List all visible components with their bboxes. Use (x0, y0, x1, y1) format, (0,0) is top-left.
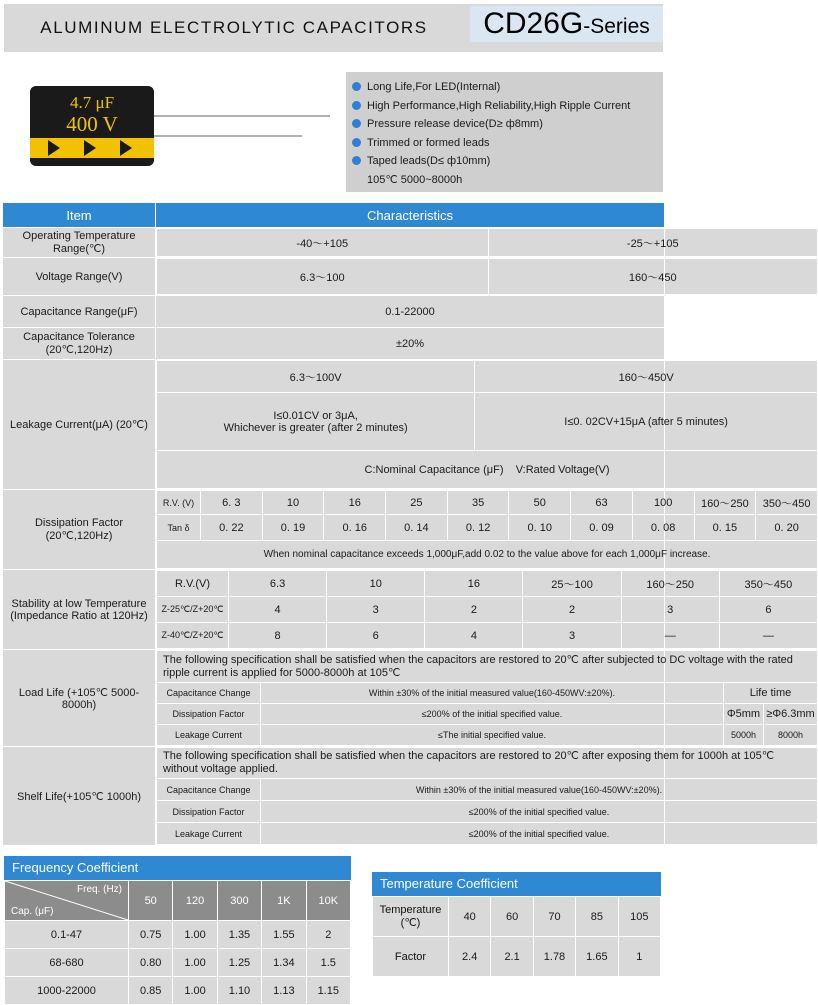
freq-cell: 1.00 (173, 921, 217, 949)
ll-row-name: Leakage Current (157, 725, 261, 746)
row-label-shelf-life: Shelf Life(+105℃ 1000h) (3, 747, 156, 846)
sl-row-value: ≤200% of the initial specified value. (261, 823, 818, 845)
load-life-note: The following specification shall be satisfied when the capacitors are restored to 20℃ after subjected to DC voltage with the rated ripple current is applied for 5000-8000h at 105℃ (157, 651, 818, 683)
df-tan-label: Tan δ (157, 515, 201, 541)
df-rv-label: R.V. (V) (157, 491, 201, 515)
st-r2: — (621, 623, 719, 649)
st-r2-label: Z-40℃/Z+20℃ (157, 623, 229, 649)
sl-row-value: ≤200% of the initial specified value. (261, 801, 818, 823)
feature-item: Trimmed or formed leads (352, 134, 663, 153)
freq-cell: 1.5 (306, 949, 350, 977)
st-rv: 350～450 (719, 571, 817, 597)
spec-table (2, 202, 815, 846)
ll-life-time: Life time (724, 683, 818, 704)
row-label-op-temp: Operating Temperature Range(℃) (3, 228, 156, 258)
df-tan: 0. 19 (262, 515, 324, 541)
col-header-characteristics: Characteristics (156, 203, 665, 228)
row-label-cap-range: Capacitance Range(μF) (3, 296, 156, 328)
tolerance-value: ±20% (156, 328, 665, 360)
ll-h2: 8000h (764, 725, 818, 746)
page-title: ALUMINUM ELECTROLYTIC CAPACITORS (40, 18, 428, 37)
op-temp-v2: -25～+105 (488, 229, 818, 257)
temp-cell: 60 (491, 897, 533, 937)
freq-row-cap: 1000-22000 (5, 977, 129, 1005)
freq-title: Frequency Coefficient (4, 856, 351, 880)
capacitor-image (20, 80, 340, 170)
df-rv: 50 (509, 491, 571, 515)
factor-cell: 1.65 (576, 937, 618, 977)
row-label-tolerance: Capacitance Tolerance (20℃,120Hz) (3, 328, 156, 360)
df-tan: 0. 09 (571, 515, 633, 541)
series-badge (470, 6, 663, 42)
freq-cell: 0.85 (129, 977, 173, 1005)
st-r1: 2 (425, 597, 523, 623)
temp-row-label: Temperature (℃) (373, 897, 449, 937)
frequency-coefficient (4, 856, 351, 1005)
temperature-coefficient (372, 872, 661, 977)
sl-row-name: Capacitance Change (157, 779, 261, 801)
sl-row-value: Within ±30% of the initial measured value(160-450WV:±20%). (261, 779, 818, 801)
freq-header: 50 (129, 881, 173, 921)
df-tan: 0. 22 (201, 515, 263, 541)
st-r1: 4 (229, 597, 327, 623)
df-rv: 160～250 (694, 491, 756, 515)
freq-cell: 1.55 (262, 921, 306, 949)
st-r2: 6 (327, 623, 425, 649)
st-rv: 25～100 (523, 571, 621, 597)
st-rv: 10 (327, 571, 425, 597)
feature-item-extra: 105℃ 5000~8000h (367, 173, 463, 186)
freq-cell: 1.35 (217, 921, 261, 949)
st-r2: 8 (229, 623, 327, 649)
leakage-formula-2: I≤0. 02CV+15μA (after 5 minutes) (475, 393, 818, 451)
leakage-formula-1: I≤0.01CV or 3μA, Whichever is greater (after 2 minutes) (157, 393, 475, 451)
temp-cell: 105 (618, 897, 660, 937)
freq-header: 10K (306, 881, 350, 921)
st-rv-label: R.V.(V) (157, 571, 229, 597)
df-rv: 6. 3 (201, 491, 263, 515)
factor-cell: 2.4 (449, 937, 491, 977)
bullet-icon (352, 138, 361, 147)
ll-row-value: Within ±30% of the initial measured value(160-450WV:±20%). (261, 683, 724, 704)
row-label-leakage: Leakage Current(μA) (20℃) (3, 360, 156, 490)
voltage-v2: 160～450 (488, 259, 818, 295)
st-r1: 3 (327, 597, 425, 623)
voltage-v1: 6.3～100 (157, 259, 489, 295)
ll-row-value: ≤200% of the initial specified value. (261, 704, 724, 725)
factor-cell: 2.1 (491, 937, 533, 977)
cap-label-capacitance: 4.7 μF (69, 93, 115, 112)
freq-row-cap: 68-680 (5, 949, 129, 977)
df-note: When nominal capacitance exceeds 1,000μF,add 0.02 to the value above for each 1,000μF increase. (157, 541, 818, 569)
col-header-item: Item (3, 203, 156, 228)
st-r1-label: Z-25℃/Z+20℃ (157, 597, 229, 623)
st-rv: 16 (425, 571, 523, 597)
feature-item: Pressure release device(D≥ ф8mm) (352, 115, 663, 134)
df-tan: 0. 10 (509, 515, 571, 541)
series-suffix: -Series (583, 15, 650, 38)
df-tan: 0. 14 (386, 515, 448, 541)
freq-cell: 1.00 (173, 977, 217, 1005)
cap-label-voltage: 400 V (66, 112, 118, 136)
freq-header: 1K (262, 881, 306, 921)
df-tan: 0. 15 (694, 515, 756, 541)
row-label-voltage: Voltage Range(V) (3, 258, 156, 296)
row-label-dissipation: Dissipation Factor (20℃,120Hz) (3, 490, 156, 570)
df-rv: 35 (447, 491, 509, 515)
st-r1: 6 (719, 597, 817, 623)
freq-corner-top: Freq. (Hz) (77, 884, 122, 895)
leakage-h1: 6.3～100V (157, 361, 475, 393)
ll-row-value: ≤The initial specified value. (261, 725, 724, 746)
temp-cell: 40 (449, 897, 491, 937)
shelf-life-note: The following specification shall be satisfied when the capacitors are restored to 20℃ after exposing them for 1000h at 105℃ without voltage applied. (157, 748, 818, 779)
factor-cell: 1 (618, 937, 660, 977)
st-r1: 3 (621, 597, 719, 623)
freq-cell: 1.00 (173, 949, 217, 977)
df-rv: 63 (571, 491, 633, 515)
bullet-icon (352, 82, 361, 91)
sl-row-name: Dissipation Factor (157, 801, 261, 823)
freq-cell: 1.34 (262, 949, 306, 977)
temp-cell: 85 (576, 897, 618, 937)
series-name: CD26G (483, 7, 584, 40)
df-tan: 0. 16 (324, 515, 386, 541)
feature-list (346, 72, 663, 192)
freq-cell: 1.10 (217, 977, 261, 1005)
st-r2: 3 (523, 623, 621, 649)
factor-cell: 1.78 (533, 937, 575, 977)
feature-item: Taped leads(D≤ ф10mm) (352, 152, 663, 171)
op-temp-v1: -40～+105 (157, 229, 489, 257)
freq-cell: 1.13 (262, 977, 306, 1005)
leakage-h2: 160～450V (475, 361, 818, 393)
feature-item: Long Life,For LED(Internal) (352, 78, 663, 97)
st-rv: 160～250 (621, 571, 719, 597)
temp-cell: 70 (533, 897, 575, 937)
sl-row-name: Leakage Current (157, 823, 261, 845)
bullet-icon (352, 101, 361, 110)
row-label-load-life: Load Life (+105℃ 5000-8000h) (3, 650, 156, 747)
cap-range-value: 0.1-22000 (156, 296, 665, 328)
ll-h1: 5000h (724, 725, 764, 746)
st-r2: — (719, 623, 817, 649)
st-rv: 6.3 (229, 571, 327, 597)
df-tan: 0. 12 (447, 515, 509, 541)
freq-cell: 2 (306, 921, 350, 949)
df-rv: 16 (324, 491, 386, 515)
freq-row-cap: 0.1-47 (5, 921, 129, 949)
df-rv: 350～450 (756, 491, 818, 515)
ll-row-name: Capacitance Change (157, 683, 261, 704)
ll-d1: Φ5mm (724, 704, 764, 725)
st-r2: 4 (425, 623, 523, 649)
df-tan: 0. 20 (756, 515, 818, 541)
ll-row-name: Dissipation Factor (157, 704, 261, 725)
factor-row-label: Factor (373, 937, 449, 977)
header-bar (4, 4, 663, 52)
ll-d2: ≥Φ6.3mm (764, 704, 818, 725)
freq-cell: 1.15 (306, 977, 350, 1005)
df-rv: 10 (262, 491, 324, 515)
freq-header: 300 (217, 881, 261, 921)
freq-corner (5, 881, 129, 921)
leakage-note: C:Nominal Capacitance (μF) V:Rated Voltage(V) (157, 451, 818, 489)
freq-cell: 0.75 (129, 921, 173, 949)
df-rv: 100 (632, 491, 694, 515)
freq-header: 120 (173, 881, 217, 921)
df-tan: 0. 08 (632, 515, 694, 541)
freq-cell: 1.25 (217, 949, 261, 977)
row-label-stability: Stability at low Temperature (Impedance Ratio at 120Hz) (3, 570, 156, 650)
df-rv: 25 (386, 491, 448, 515)
feature-item: High Performance,High Reliability,High Ripple Current (352, 97, 663, 116)
bullet-icon (352, 156, 361, 165)
temp-title: Temperature Coefficient (372, 872, 661, 896)
freq-corner-bottom: Cap. (μF) (11, 906, 54, 917)
st-r1: 2 (523, 597, 621, 623)
freq-cell: 0.80 (129, 949, 173, 977)
bullet-icon (352, 119, 361, 128)
